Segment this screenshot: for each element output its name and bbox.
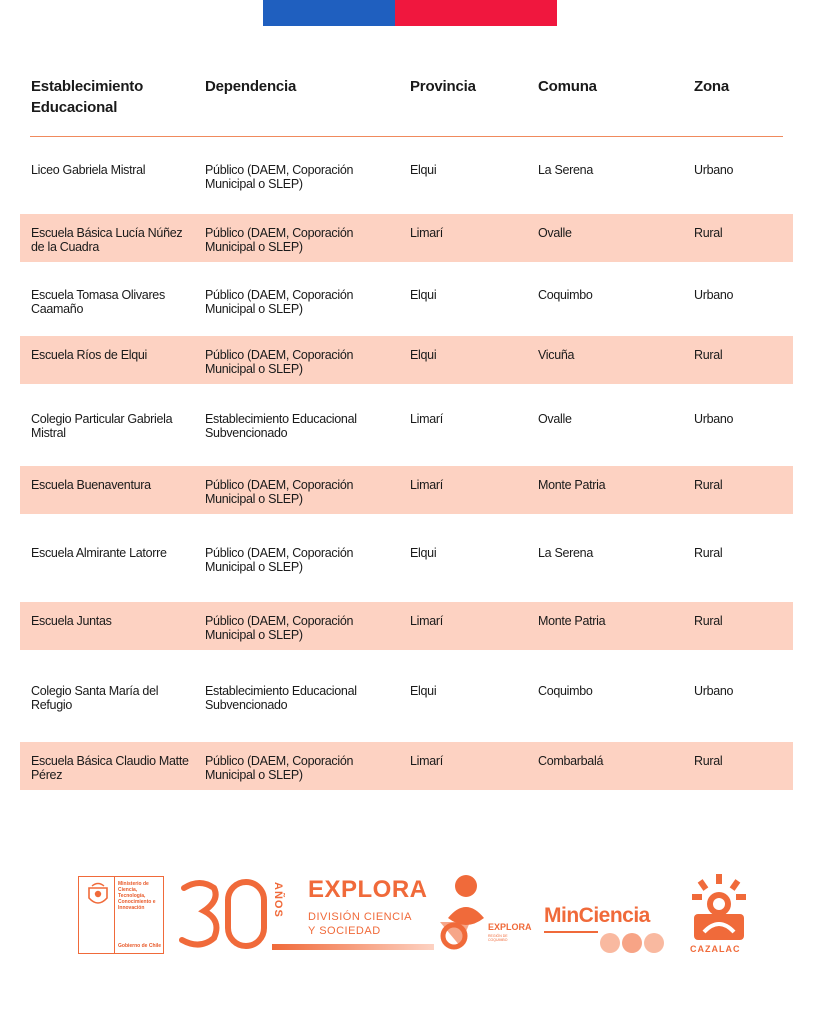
cell-comuna: Coquimbo [538,684,593,698]
schools-table [20,74,793,790]
minciencia-text: MinCiencia [544,904,650,927]
table-row [20,262,793,336]
flag-red-segment [395,0,557,26]
cell-provincia: Limarí [410,412,443,426]
cell-name: Escuela Tomasa Olivares Caamaño [31,288,165,316]
cell-name: Escuela Buenaventura [31,478,151,492]
cell-name: Colegio Particular Gabriela Mistral [31,412,173,440]
cell-dependencia: Público (DAEM, Coporación Municipal o SLEP) [205,614,354,642]
cell-zona: Urbano [694,412,734,426]
cell-comuna: Vicuña [538,348,575,362]
cell-provincia: Limarí [410,478,443,492]
ministerio-logo [78,876,164,954]
cazalac-sun-icon [690,874,748,942]
cell-name: Escuela Básica Claudio Matte Pérez [31,754,189,782]
cell-provincia: Elqui [410,288,437,302]
flag-blue-segment [263,0,395,26]
cell-provincia: Elqui [410,348,437,362]
cell-provincia: Elqui [410,684,437,698]
cell-zona: Rural [694,348,723,362]
header-zona: Zona [694,78,730,95]
anios-label: AÑOS [272,882,284,918]
explora-region-logo [440,874,530,956]
cell-provincia: Elqui [410,163,437,177]
table-row [20,214,793,262]
cell-comuna: Monte Patria [538,614,606,628]
cell-name: Escuela Ríos de Elqui [31,348,147,362]
cell-comuna: La Serena [538,163,593,177]
explora-sub1: DIVISIÓN CIENCIA [308,911,412,923]
explora-region-name: EXPLORA [488,922,532,932]
cell-dependencia: Público (DAEM, Coporación Municipal o SLEP) [205,226,354,254]
header-provincia: Provincia [410,78,476,95]
table-row [20,742,793,790]
cell-provincia: Limarí [410,754,443,768]
cell-dependencia: Público (DAEM, Coporación Municipal o SLEP) [205,348,354,376]
cell-comuna: Ovalle [538,412,572,426]
explora-gradient-bar [272,944,434,950]
cell-provincia: Elqui [410,546,437,560]
explora-name: EXPLORA [308,876,428,903]
cell-dependencia: Público (DAEM, Coporación Municipal o SLEP) [205,478,354,506]
minciencia-underline [544,931,598,933]
cell-comuna: La Serena [538,546,593,560]
table-row [20,466,793,514]
cell-dependencia: Establecimiento Educacional Subvencionado [205,684,357,712]
cell-dependencia: Público (DAEM, Coporación Municipal o SLEP) [205,288,354,316]
cell-provincia: Limarí [410,226,443,240]
cazalac-text: CAZALAC [690,944,741,954]
cell-provincia: Limarí [410,614,443,628]
cell-name: Escuela Juntas [31,614,112,628]
cell-zona: Rural [694,614,723,628]
cell-dependencia: Público (DAEM, Coporación Municipal o SLEP) [205,546,354,574]
cell-zona: Rural [694,478,723,492]
cell-name: Liceo Gabriela Mistral [31,163,146,177]
cazalac-logo [688,874,750,958]
cell-zona: Urbano [694,163,734,177]
table-body [20,137,793,790]
explora-figure-icon [440,874,488,956]
table-row [20,514,793,602]
table-header [30,74,783,137]
gobierno-text: Gobierno de Chile [118,943,162,949]
header-dependencia: Dependencia [205,78,297,95]
cell-zona: Rural [694,546,723,560]
table-row [20,384,793,466]
table-row [20,650,793,742]
cell-dependencia: Público (DAEM, Coporación Municipal o SLEP) [205,163,354,191]
cell-name: Escuela Almirante Latorre [31,546,167,560]
ministerio-text: Ministerio de Ciencia, Tecnología, Conocimiento e Innovación [118,881,156,911]
cell-name: Colegio Santa María del Refugio [31,684,159,712]
table-row [20,602,793,650]
cell-zona: Rural [694,754,723,768]
table-row [20,137,793,214]
cell-name: Escuela Básica Lucía Núñez de la Cuadra [31,226,183,254]
minciencia-circles-icon [598,932,670,954]
header-establecimiento: Establecimiento Educacional [31,78,144,116]
chile-shield-icon [86,882,110,908]
explora-sub2: Y SOCIEDAD [308,925,381,937]
cell-comuna: Ovalle [538,226,572,240]
explora-region-sub: REGIÓN DE COQUIMBO [488,934,508,942]
number-30-icon [178,878,270,950]
minciencia-logo [544,898,684,958]
cell-dependencia: Establecimiento Educacional Subvencionado [205,412,357,440]
logo-divider [114,877,115,953]
cell-zona: Urbano [694,684,734,698]
chile-flag-bar [263,0,557,26]
header-comuna: Comuna [538,78,597,95]
explora-30-logo [178,870,438,956]
cell-zona: Rural [694,226,723,240]
cell-zona: Urbano [694,288,734,302]
cell-comuna: Coquimbo [538,288,593,302]
cell-comuna: Combarbalá [538,754,604,768]
cell-dependencia: Público (DAEM, Coporación Municipal o SLEP) [205,754,354,782]
cell-comuna: Monte Patria [538,478,606,492]
table-row [20,336,793,384]
explora-division [308,910,412,938]
logos-footer [78,870,758,960]
